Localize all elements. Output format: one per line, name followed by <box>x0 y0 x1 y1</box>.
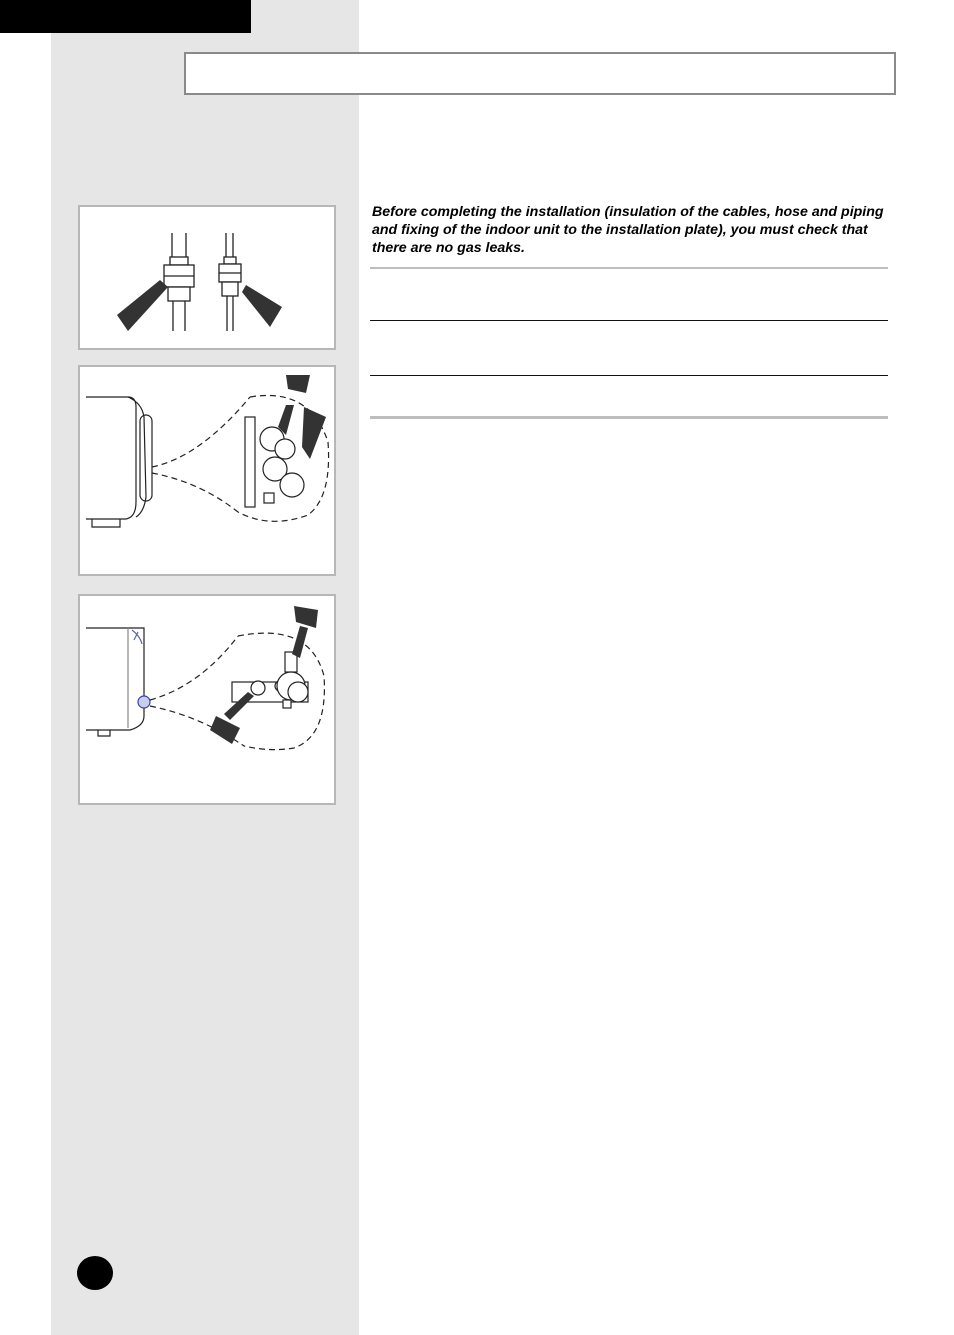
pipe-connections-illustration <box>80 207 334 348</box>
outdoor-unit-valves-illustration <box>80 367 334 574</box>
leak-indicator-icon <box>210 606 318 744</box>
figure-side-unit-valves <box>78 594 336 805</box>
step-row-1 <box>370 270 888 318</box>
figure-pipe-connections <box>78 205 336 350</box>
leak-indicator-icon <box>117 280 282 331</box>
section-tab <box>0 0 251 33</box>
table-row-divider <box>370 320 888 321</box>
intro-paragraph: Before completing the installation (insulation of the cables, hose and piping and fixing of the indoor unit to the installation plate), you must check that there are no gas leaks. <box>372 204 884 256</box>
table-top-rule <box>370 267 888 269</box>
section-header-box <box>184 52 896 95</box>
step-row-3 <box>370 377 888 415</box>
table-bottom-rule <box>370 416 888 419</box>
table-row-divider <box>370 375 888 376</box>
side-unit-valves-illustration <box>80 596 334 803</box>
figure-outdoor-unit-valves <box>78 365 336 576</box>
page-number-badge <box>77 1256 113 1290</box>
step-row-2 <box>370 322 888 373</box>
